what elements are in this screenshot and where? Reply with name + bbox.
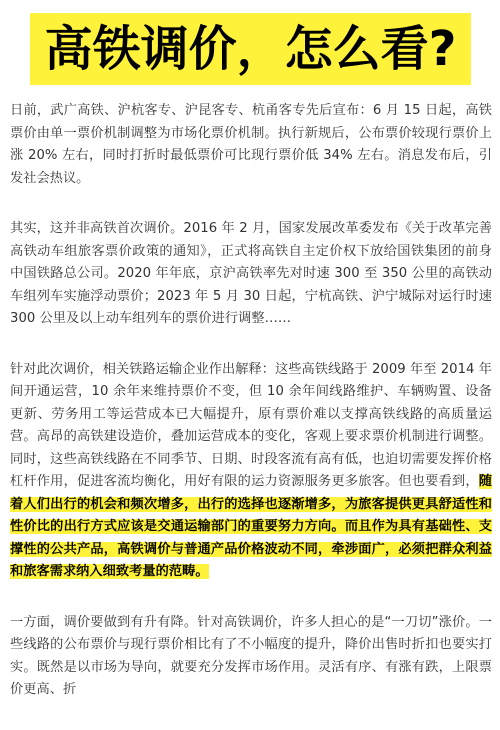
paragraph-1-text: 日前，武广高铁、沪杭客专、沪昆客专、杭甬客专先后宣布：6 月 15 日起，高铁票价由单一票价机制调整为市场化票价机制。执行新规后，公布票价较现行票价上涨 20% 左右，同时打折时最低票价可比现行票价低 34% 左右。消息发布后，引发社会热议。 [10,103,492,186]
paragraph-2 [10,218,492,331]
page-title: 高铁调价，怎么看? [44,21,457,77]
article-body [10,100,492,730]
paragraph-3-text: 针对此次调价，相关铁路运输企业作出解释：这些高铁线路于 2009 年至 2014 年间开通运营，10 余年来维持票价不变，但 10 余年间线路维护、车辆购置、设备更新、劳务用工等运营成本已大幅提升，原有票价难以支撑高铁线路的高质量运营。高昂的高铁建设造价，叠加运营成本的变化，客观上要求票价机制进行调整。同时，这些高铁线路在不同季节、日期、时段客流有高有低，也迫切需要发挥价格杠杆作用，促进客流均衡化，用好有限的运力资源服务更多旅客。但也要看到， [10,361,492,489]
paragraph-1 [10,100,492,190]
paragraph-4-text: 一方面，调价要做到有升有降。针对高铁调价，许多人担心的是“一刀切”涨价。一些线路的公布票价与现行票价相比有了不小幅度的提升，降价出售时折扣也要实打实。既然是以市场为导向，就要充分发挥市场作用。灵活有序、有涨有跌，上限票价更高、折 [10,614,492,697]
paragraph-2-text: 其实，这并非高铁首次调价。2016 年 2 月，国家发展改革委发布《关于改革完善高铁动车组旅客票价政策的通知》，正式将高铁自主定价权下放给国铁集团的前身中国铁路总公司。2020 年年底，京沪高铁率先对时速 300 至 350 公里的高铁动车组列车实施浮动票价；2023 年 5 月 30 日起，宁杭高铁、沪宁城际对运行时速 300 公里及以上动车组列车的票价进行调整…… [10,221,492,326]
title-banner [30,13,471,85]
highlighted-text: 随着人们出行的机会和频次增多，出行的选择也逐渐增多，为旅客提供更具舒适性和性价比的出行方式应该是交通运输部门的重要努力方向。而且作为具有基础性、支撑性的公共产品，高铁调价与普通产品价格波动不同，牵涉面广，必须把群众利益和旅客需求纳入细致考量的范畴。 [10,474,492,579]
paragraph-3 [10,359,492,584]
paragraph-4 [10,612,492,702]
